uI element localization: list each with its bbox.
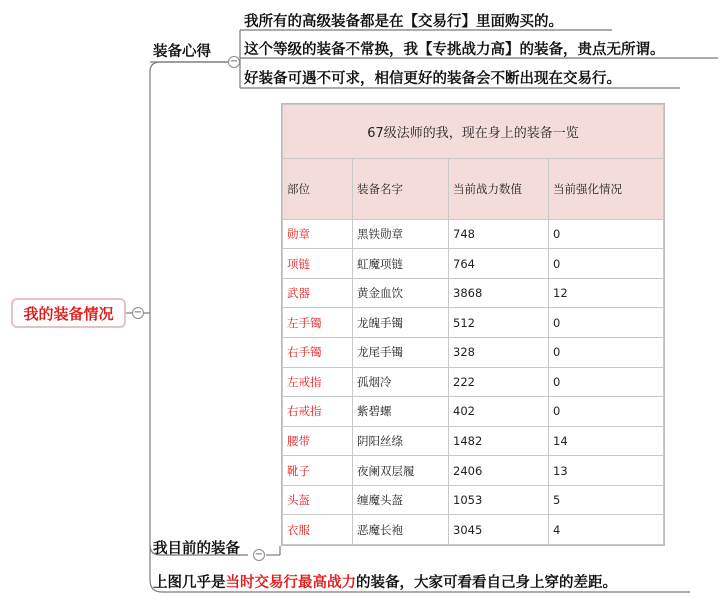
cell-name: 缠魔头盔: [353, 485, 449, 515]
cell-enhance: 0: [549, 308, 664, 338]
cell-power: 3045: [449, 515, 549, 545]
cell-part: 右手镯: [283, 338, 353, 368]
cell-name: 阴阳丝绦: [353, 426, 449, 456]
table-row: [283, 278, 664, 308]
experience-item-2[interactable]: 这个等级的装备不常换，我【专挑战力高】的装备，贵点无所谓。: [244, 42, 665, 58]
cell-power: 512: [449, 308, 549, 338]
table-row: [283, 308, 664, 338]
table-row: [283, 219, 664, 249]
table-row: [283, 485, 664, 515]
cell-power: 1482: [449, 426, 549, 456]
cell-name: 龙魄手镯: [353, 308, 449, 338]
table-row: [283, 397, 664, 427]
cell-part: 右戒指: [283, 397, 353, 427]
cell-enhance: 0: [549, 219, 664, 249]
cell-part: 衣服: [283, 515, 353, 545]
cell-enhance: 0: [549, 249, 664, 279]
cell-power: 748: [449, 219, 549, 249]
header-name: 装备名字: [353, 158, 449, 219]
experience-collapse-toggle[interactable]: −: [229, 56, 239, 67]
cell-power: 3868: [449, 278, 549, 308]
table-row: [283, 456, 664, 486]
branch-current-label[interactable]: 我目前的装备: [153, 541, 240, 557]
header-part: 部位: [283, 158, 353, 219]
cell-power: 2406: [449, 456, 549, 486]
cell-enhance: 14: [549, 426, 664, 456]
cell-part: 勋章: [283, 219, 353, 249]
table-header-row: [283, 158, 664, 219]
header-power: 当前战力数值: [449, 158, 549, 219]
cell-name: 孤烟冷: [353, 367, 449, 397]
cell-enhance: 13: [549, 456, 664, 486]
root-label: 我的装备情况: [23, 304, 114, 323]
cell-name: 龙尾手镯: [353, 338, 449, 368]
bottom-note-highlight: 当时交易行最高战力: [225, 575, 356, 591]
cell-enhance: 12: [549, 278, 664, 308]
table-row: [283, 515, 664, 545]
cell-name: 恶魔长袍: [353, 515, 449, 545]
cell-power: 764: [449, 249, 549, 279]
bottom-note-prefix: 上图几乎是: [153, 575, 226, 591]
cell-enhance: 0: [549, 397, 664, 427]
cell-part: 腰带: [283, 426, 353, 456]
experience-item-3[interactable]: 好装备可遇不可求，相信更好的装备会不断出现在交易行。: [244, 71, 621, 87]
branch-experience-label[interactable]: 装备心得: [153, 44, 211, 60]
cell-name: 黑铁勋章: [353, 219, 449, 249]
cell-enhance: 5: [549, 485, 664, 515]
table-title: 67级法师的我，现在身上的装备一览: [283, 105, 664, 159]
bottom-note[interactable]: [153, 571, 617, 592]
cell-name: 夜阑双层履: [353, 456, 449, 486]
root-collapse-toggle[interactable]: −: [133, 307, 143, 318]
equipment-table: [281, 103, 665, 546]
cell-name: 虹魔项链: [353, 249, 449, 279]
cell-enhance: 0: [549, 367, 664, 397]
table-title-row: [283, 105, 664, 159]
cell-power: 1053: [449, 485, 549, 515]
experience-item-1[interactable]: 我所有的高级装备都是在【交易行】里面购买的。: [244, 14, 563, 30]
current-collapse-toggle[interactable]: −: [254, 549, 264, 560]
header-enhance: 当前强化情况: [549, 158, 664, 219]
cell-power: 402: [449, 397, 549, 427]
cell-part: 头盔: [283, 485, 353, 515]
table-row: [283, 426, 664, 456]
cell-part: 武器: [283, 278, 353, 308]
bottom-note-suffix: 的装备，大家可看看自己身上穿的差距。: [356, 575, 617, 591]
cell-enhance: 4: [549, 515, 664, 545]
cell-part: 项链: [283, 249, 353, 279]
table-row: [283, 338, 664, 368]
cell-power: 328: [449, 338, 549, 368]
cell-name: 黄金血饮: [353, 278, 449, 308]
table-row: [283, 367, 664, 397]
cell-part: 靴子: [283, 456, 353, 486]
cell-part: 左戒指: [283, 367, 353, 397]
table-row: [283, 249, 664, 279]
cell-enhance: 0: [549, 338, 664, 368]
cell-part: 左手镯: [283, 308, 353, 338]
root-node[interactable]: [11, 298, 126, 328]
cell-power: 222: [449, 367, 549, 397]
cell-name: 紫碧螺: [353, 397, 449, 427]
